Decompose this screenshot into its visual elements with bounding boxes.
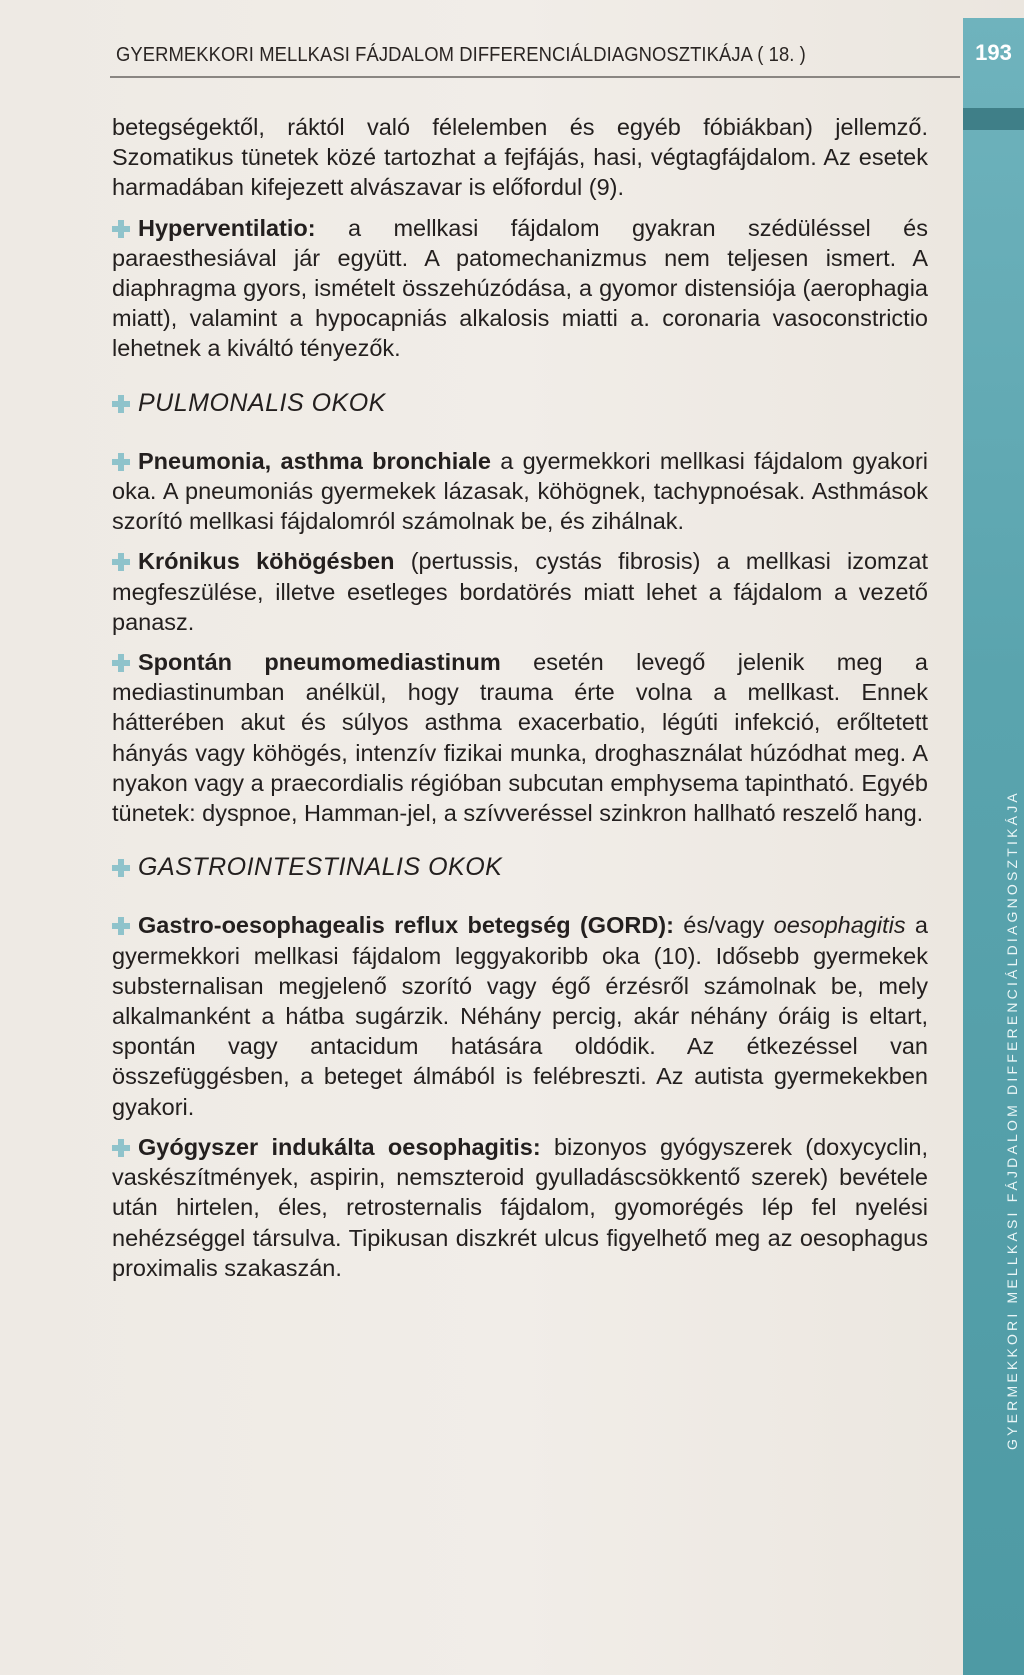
tab-marker [963,108,1024,130]
term-gyogyszer-oesophagitis: Gyógyszer indukálta oesophagitis: [138,1133,541,1160]
section-title: GASTROINTESTINALIS OKOK [138,853,503,882]
term-pneumonia: Pneumonia, asthma bronchiale [138,447,491,474]
paragraph-text: és/vagy [673,912,774,939]
plus-bullet-icon [112,859,130,877]
plus-bullet-icon [112,1139,130,1157]
section-heading-pulmonalis [112,388,928,418]
plus-bullet-icon [112,654,130,672]
section-heading-gastrointestinalis [112,852,928,882]
paragraph-text: a gyermekkori mellkasi fájdalom gyakori oka. A pneumoniás gyermekek lázasak, köhögnek, tachypnoésak. Asthmások szorító mellkasi fájdalomról számolnak be, és zihálnak. [112,447,929,535]
italic-term: oesophagitis [773,912,906,939]
term-gord: Gastro-oesophagealis reflux betegség (GORD): [138,912,674,939]
plus-bullet-icon [112,917,130,935]
page-number: 193 [975,40,1012,65]
paragraph-text: a mellkasi fájdalom gyakran szédüléssel és paraesthesiával jár együtt. A patomechanizmus nem teljesen ismert. A diaphragma gyors, ismételt összehúzódása, a gyomor distensiója (aerophagia miatt), valamint a hypocapniás alkalosis miatti a. coronaria vasoconstrictio lehetnek a kiváltó tényezők. [112,214,928,362]
paragraph-text: (pertussis, cystás fibrosis) a mellkasi izomzat megfeszülése, illetve esetleges bordatörés miatt lehet a fájdalom a vezető panasz. [112,548,928,635]
paragraph-gyogyszer-oesophagitis [112,1132,928,1283]
plus-bullet-icon [112,395,130,413]
main-text [112,112,928,1293]
paragraph-hyperventilatio [112,213,928,364]
paragraph-gord [112,910,928,1121]
running-head: GYERMEKKORI MELLKASI FÁJDALOM DIFFERENCIÁLDIAGNOSZTIKÁJA ( 18. ) [116,44,806,66]
paragraph-text: a gyermekkori mellkasi fájdalom leggyakoribb oka (10). Idősebb gyermekek substernalisan megjelenő szorító vagy égő érzésről számolnak be, mely alkalmanként a hátba sugárzik. Néhány percig, akár néhány óráig is eltart, spontán vagy antacidum hatására oldódik. Az étkezéssel van összefüggésben, a beteget álmából is felébreszti. Az autista gyermekekben gyakori. [112,912,928,1120]
header-rule [110,76,960,78]
paragraph-pneumomediastinum [112,647,928,828]
paragraph-text: bizonyos gyógyszerek (doxycyclin, vaskészítmények, aspirin, nemszteroid gyulladáscsökkentő szerek) bevétele után hirtelen, éles, retrosternalis fájdalom, gyomorégés lép fel nyelési nehézséggel társulva. Tipikusan diszkrét ulcus figyelhető meg az oesophagus proximalis szakaszán. [112,1133,929,1281]
plus-bullet-icon [112,553,130,571]
plus-bullet-icon [112,453,130,471]
paragraph-intro: betegségektől, ráktól való félelemben és egyéb fóbiákban) jellemző. Szomatikus tünetek közé tartozhat a fejfájás, hasi, végtagfájdalom. Az esetek harmadában kifejezett alvászavar is előfordul (9). [112,114,928,201]
section-title: PULMONALIS OKOK [138,388,386,417]
paragraph-pneumonia [112,446,928,537]
paragraph-kronikus-kohoges [112,546,928,637]
term-hyperventilatio: Hyperventilatio: [138,214,316,241]
term-pneumomediastinum: Spontán pneumomediastinum [138,649,501,676]
plus-bullet-icon [112,220,130,238]
side-chapter-title: GYERMEKKORI MELLKASI FÁJDALOM DIFFERENCIÁLDIAGNOSZTIKÁJA [1004,790,1020,1450]
paragraph-text: esetén levegő jelenik meg a mediastinumban anélkül, hogy trauma érte volna a mellkast. Ennek hátterében akut és súlyos asthma exacerbatio, légúti infekció, erőltetett hányás vagy köhögés, intenzív fizikai munka, droghasználat húzódhat meg. A nyakon vagy a praecordialis régióban subcutan emphysema tapintható. Egyéb tünetek: dyspnoe, Hamman-jel, a szívveréssel szinkron hallható reszelő hang. [112,649,928,827]
term-kronikus-kohoges: Krónikus köhögésben [138,548,395,575]
